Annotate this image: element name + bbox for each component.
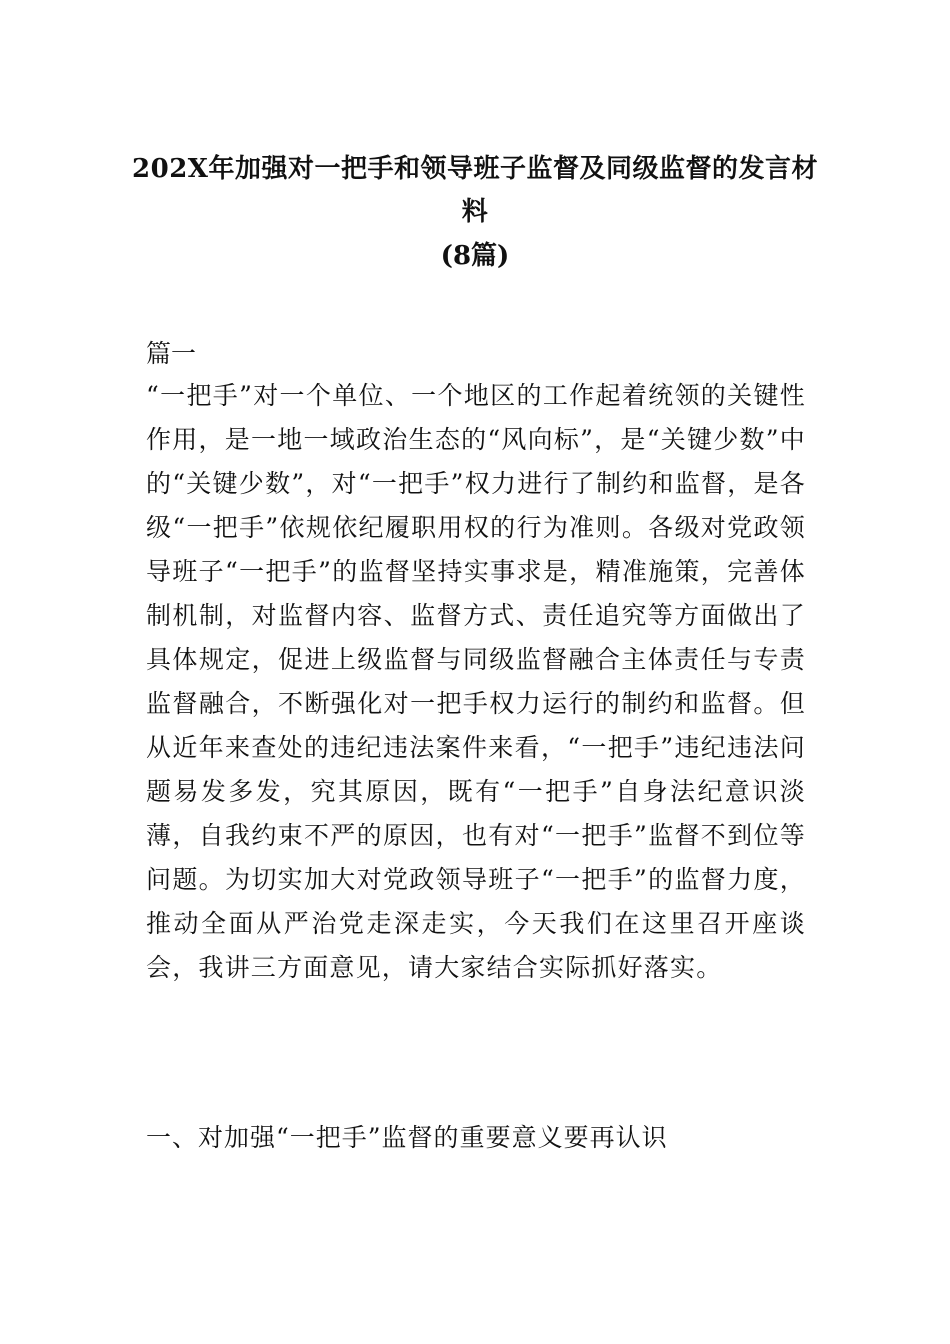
section-heading: 一、对加强“一把手”监督的重要意义要再认识	[146, 1123, 668, 1152]
body-paragraph: “一把手”对一个单位、一个地区的工作起着统领的关键性作用，是一地一域政治生态的“风向标”，是“关键少数”中的“关键少数”，对“一把手”权力进行了制约和监督，是各级“一把手”依规依纪履职用权的行为准则。各级对党政领导班子“一把手”的监督坚持实事求是，精准施策，完善体制机制，对监督内容、监督方式、责任追究等方面做出了具体规定，促进上级监督与同级监督融合主体责任与专责监督融合，不断强化对一把手权力运行的制约和监督。但从近年来查处的违纪违法案件来看，“一把手”违纪违法问题易发多发，究其原因，既有“一把手”自身法纪意识淡薄，自我约束不严的原因，也有对“一把手”监督不到位等问题。为切实加大对党政领导班子“一把手”的监督力度，推动全面从严治党走深走实，今天我们在这里召开座谈会，我讲三方面意见，请大家结合实际抓好落实。	[146, 381, 806, 982]
document-title: 202X年加强对一把手和领导班子监督及同级监督的发言材料	[132, 154, 818, 227]
document-subtitle: (8篇)	[440, 241, 510, 271]
section-label: 篇一	[146, 339, 197, 368]
